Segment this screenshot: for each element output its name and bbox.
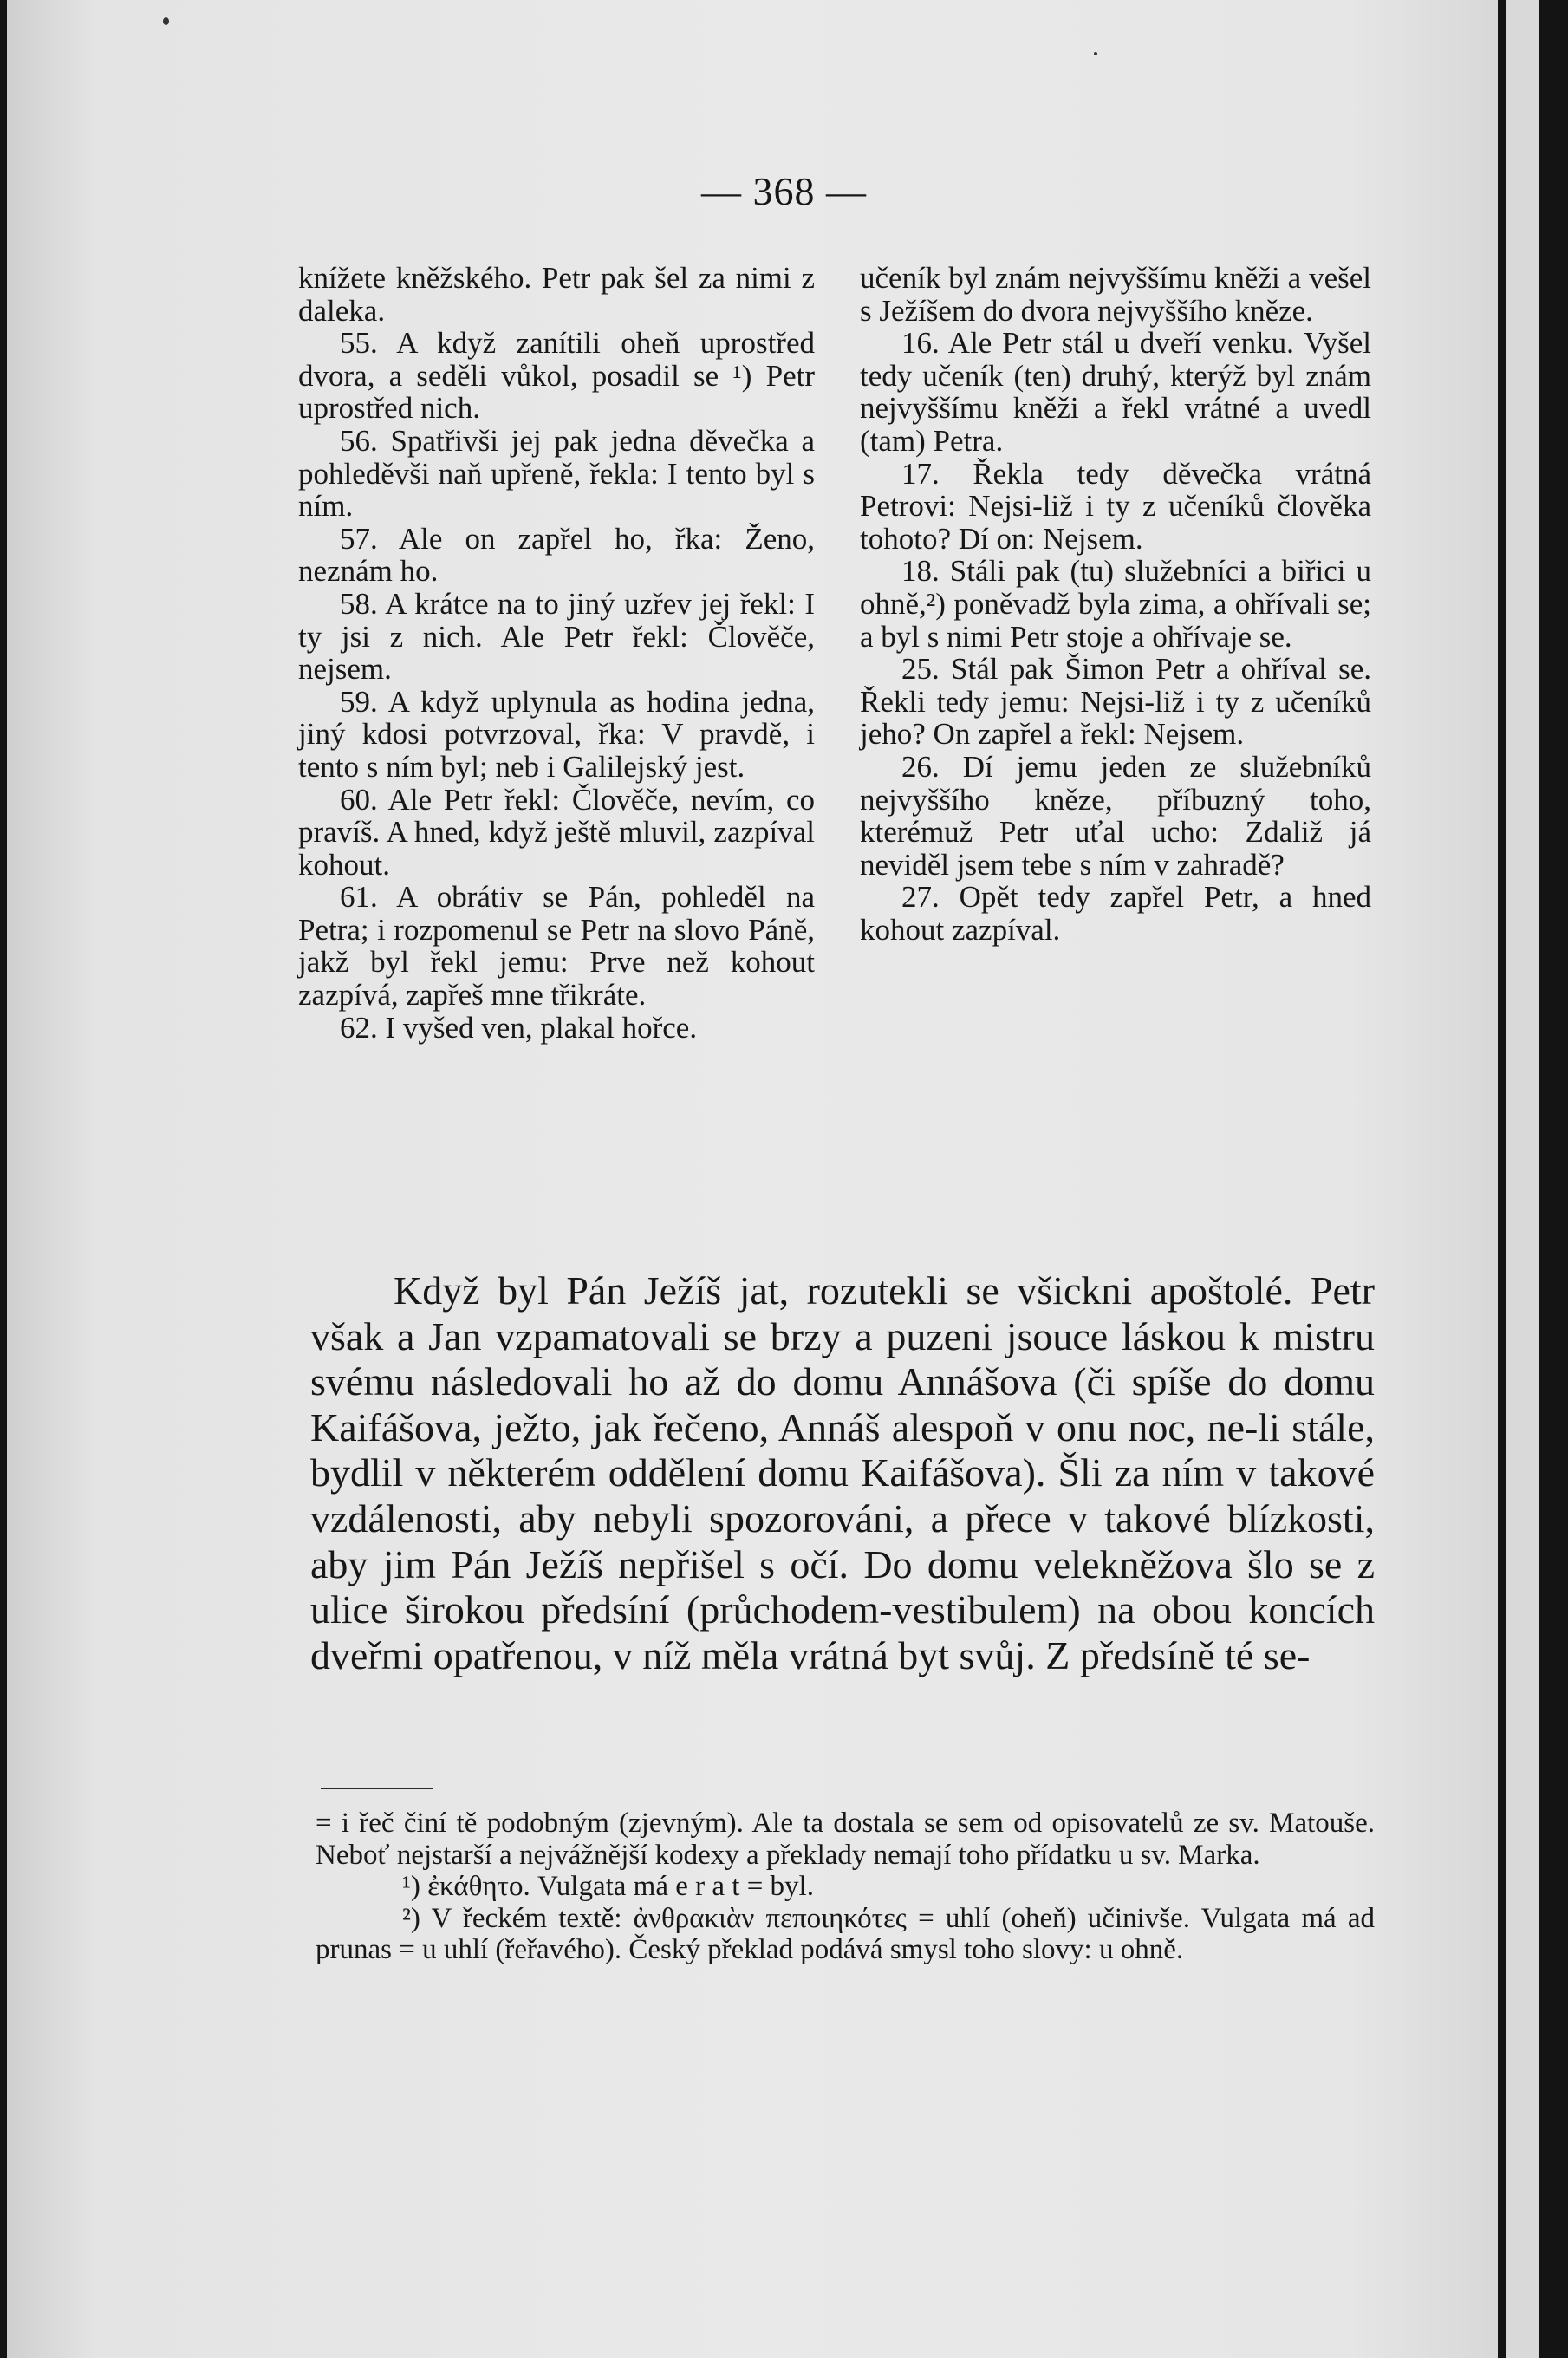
verse: 55. A když zanítili oheň uprostřed dvora, a seděli vůkol, posadil se ¹) Petr uprostřed nich. xyxy=(298,326,815,426)
dust-speck xyxy=(163,17,169,25)
verse: 18. Stáli pak (tu) služebníci a biřici u ohně,²) poněvadž byla zima, a ohřívali se; a byl s nimi Petr stoje a ohřívaje se. xyxy=(860,554,1371,654)
verse: učeník byl znám nejvyššímu kněži a vešel s Ježíšem do dvora nejvyššího kněze. xyxy=(860,261,1371,328)
scripture-column-right xyxy=(860,262,1371,946)
scripture-column-left xyxy=(298,262,815,1044)
verse: 56. Spatřivši jej pak jedna děvečka a pohleděvši naň upřeně, řekla: I tento byl s ním. xyxy=(298,423,815,524)
footnote-divider xyxy=(321,1788,433,1789)
verse: 60. Ale Petr řekl: Člověče, nevím, co pravíš. A hned, když ještě mluvil, zazpíval kohout. xyxy=(298,782,815,882)
footnote: ¹) ἐκάθητο. Vulgata má e r a t = byl. xyxy=(402,1871,814,1902)
page-number: — 368 — xyxy=(701,169,867,213)
footnote: ²) V řeckém textě: ἀνθρακιὰν πεποιηκότες = uhlí (oheň) učinivše. Vulgata má ad prunas = u uhlí (řeřavého). Český překlad podává smysl toho slovy: u ohně. xyxy=(316,1902,1375,1965)
dust-speck xyxy=(1094,52,1097,55)
footnote: = i řeč činí tě podobným (zjevným). Ale ta dostala se sem od opisovatelů ze sv. Matouše. Neboť nejstarší a nejvážnější kodexy a překlady nemají toho přídatku u sv. Marka. xyxy=(316,1808,1375,1871)
verse: knížete kněžského. Petr pak šel za nimi z daleka. xyxy=(298,261,815,328)
verse: 58. A krátce na to jiný uzřev jej řekl: I ty jsi z nich. Ale Petr řekl: Člověče, nejsem. xyxy=(298,586,815,687)
verse: 59. A když uplynula as hodina jedna, jiný kdosi potvrzoval, řka: V pravdě, i tento s ním byl; neb i Galilejský jest. xyxy=(298,684,815,784)
verse: 27. Opět tedy zapřel Petr, a hned kohout zazpíval. xyxy=(860,880,1371,947)
verse: 17. Řekla tedy děvečka vrátná Petrovi: Nejsi-liž i ty z učeníků člověka tohoto? Dí on: Nejsem. xyxy=(860,456,1371,556)
footnotes xyxy=(316,1808,1375,1966)
verse: 26. Dí jemu jeden ze služebníků nejvyššího kněze, příbuzný toho, kterémuž Petr uťal ucho: Zdaliž já neviděl jsem tebe s ním v zahradě? xyxy=(860,749,1371,882)
verse: 62. I vyšed ven, plakal hořce. xyxy=(340,1010,698,1045)
commentary-body xyxy=(310,1268,1375,1678)
verse: 61. A obrátiv se Pán, pohleděl na Petra; i rozpomenul se Petr na slovo Páně, jakž byl řekl jemu: Prve než kohout zazpívá, zapřeš mne třikráte. xyxy=(298,880,815,1013)
commentary-paragraph: Když byl Pán Ježíš jat, rozutekli se všickni apoštolé. Petr však a Jan vzpamatovali se brzy a puzeni jsouce láskou k mistru svému následovali ho až do domu Annášova (či spíše do domu Kaifášova, ježto, jak řečeno, Annáš alespoň v onu noc, ne-li stále, bydlil v některém oddělení domu Kaifášova). Šli za ním v takové vzdálenosti, aby nebyli spozorováni, a přece v takové blízkosti, aby jim Pán Ježíš nepřišel s očí. Do domu velekněžova šlo se z ulice širokou předsíní (průchodem-vestibulem) na obou koncích dveřmi opatřenou, v níž měla vrátná byt svůj. Z předsíně té se- xyxy=(310,1268,1375,1677)
verse: 57. Ale on zapřel ho, řka: Ženo, neznám ho. xyxy=(298,521,815,589)
verse: 25. Stál pak Šimon Petr a ohříval se. Řekli tedy jemu: Nejsi-liž i ty z učeníků jeho? On zapřel a řekl: Nejsem. xyxy=(860,652,1371,752)
verse: 16. Ale Petr stál u dveří venku. Vyšel tedy učeník (ten) druhý, kterýž byl znám nejvyššímu kněži a řekl vrátné a uvedl (tam) Petra. xyxy=(860,326,1371,458)
next-page-edge xyxy=(1506,0,1539,2358)
